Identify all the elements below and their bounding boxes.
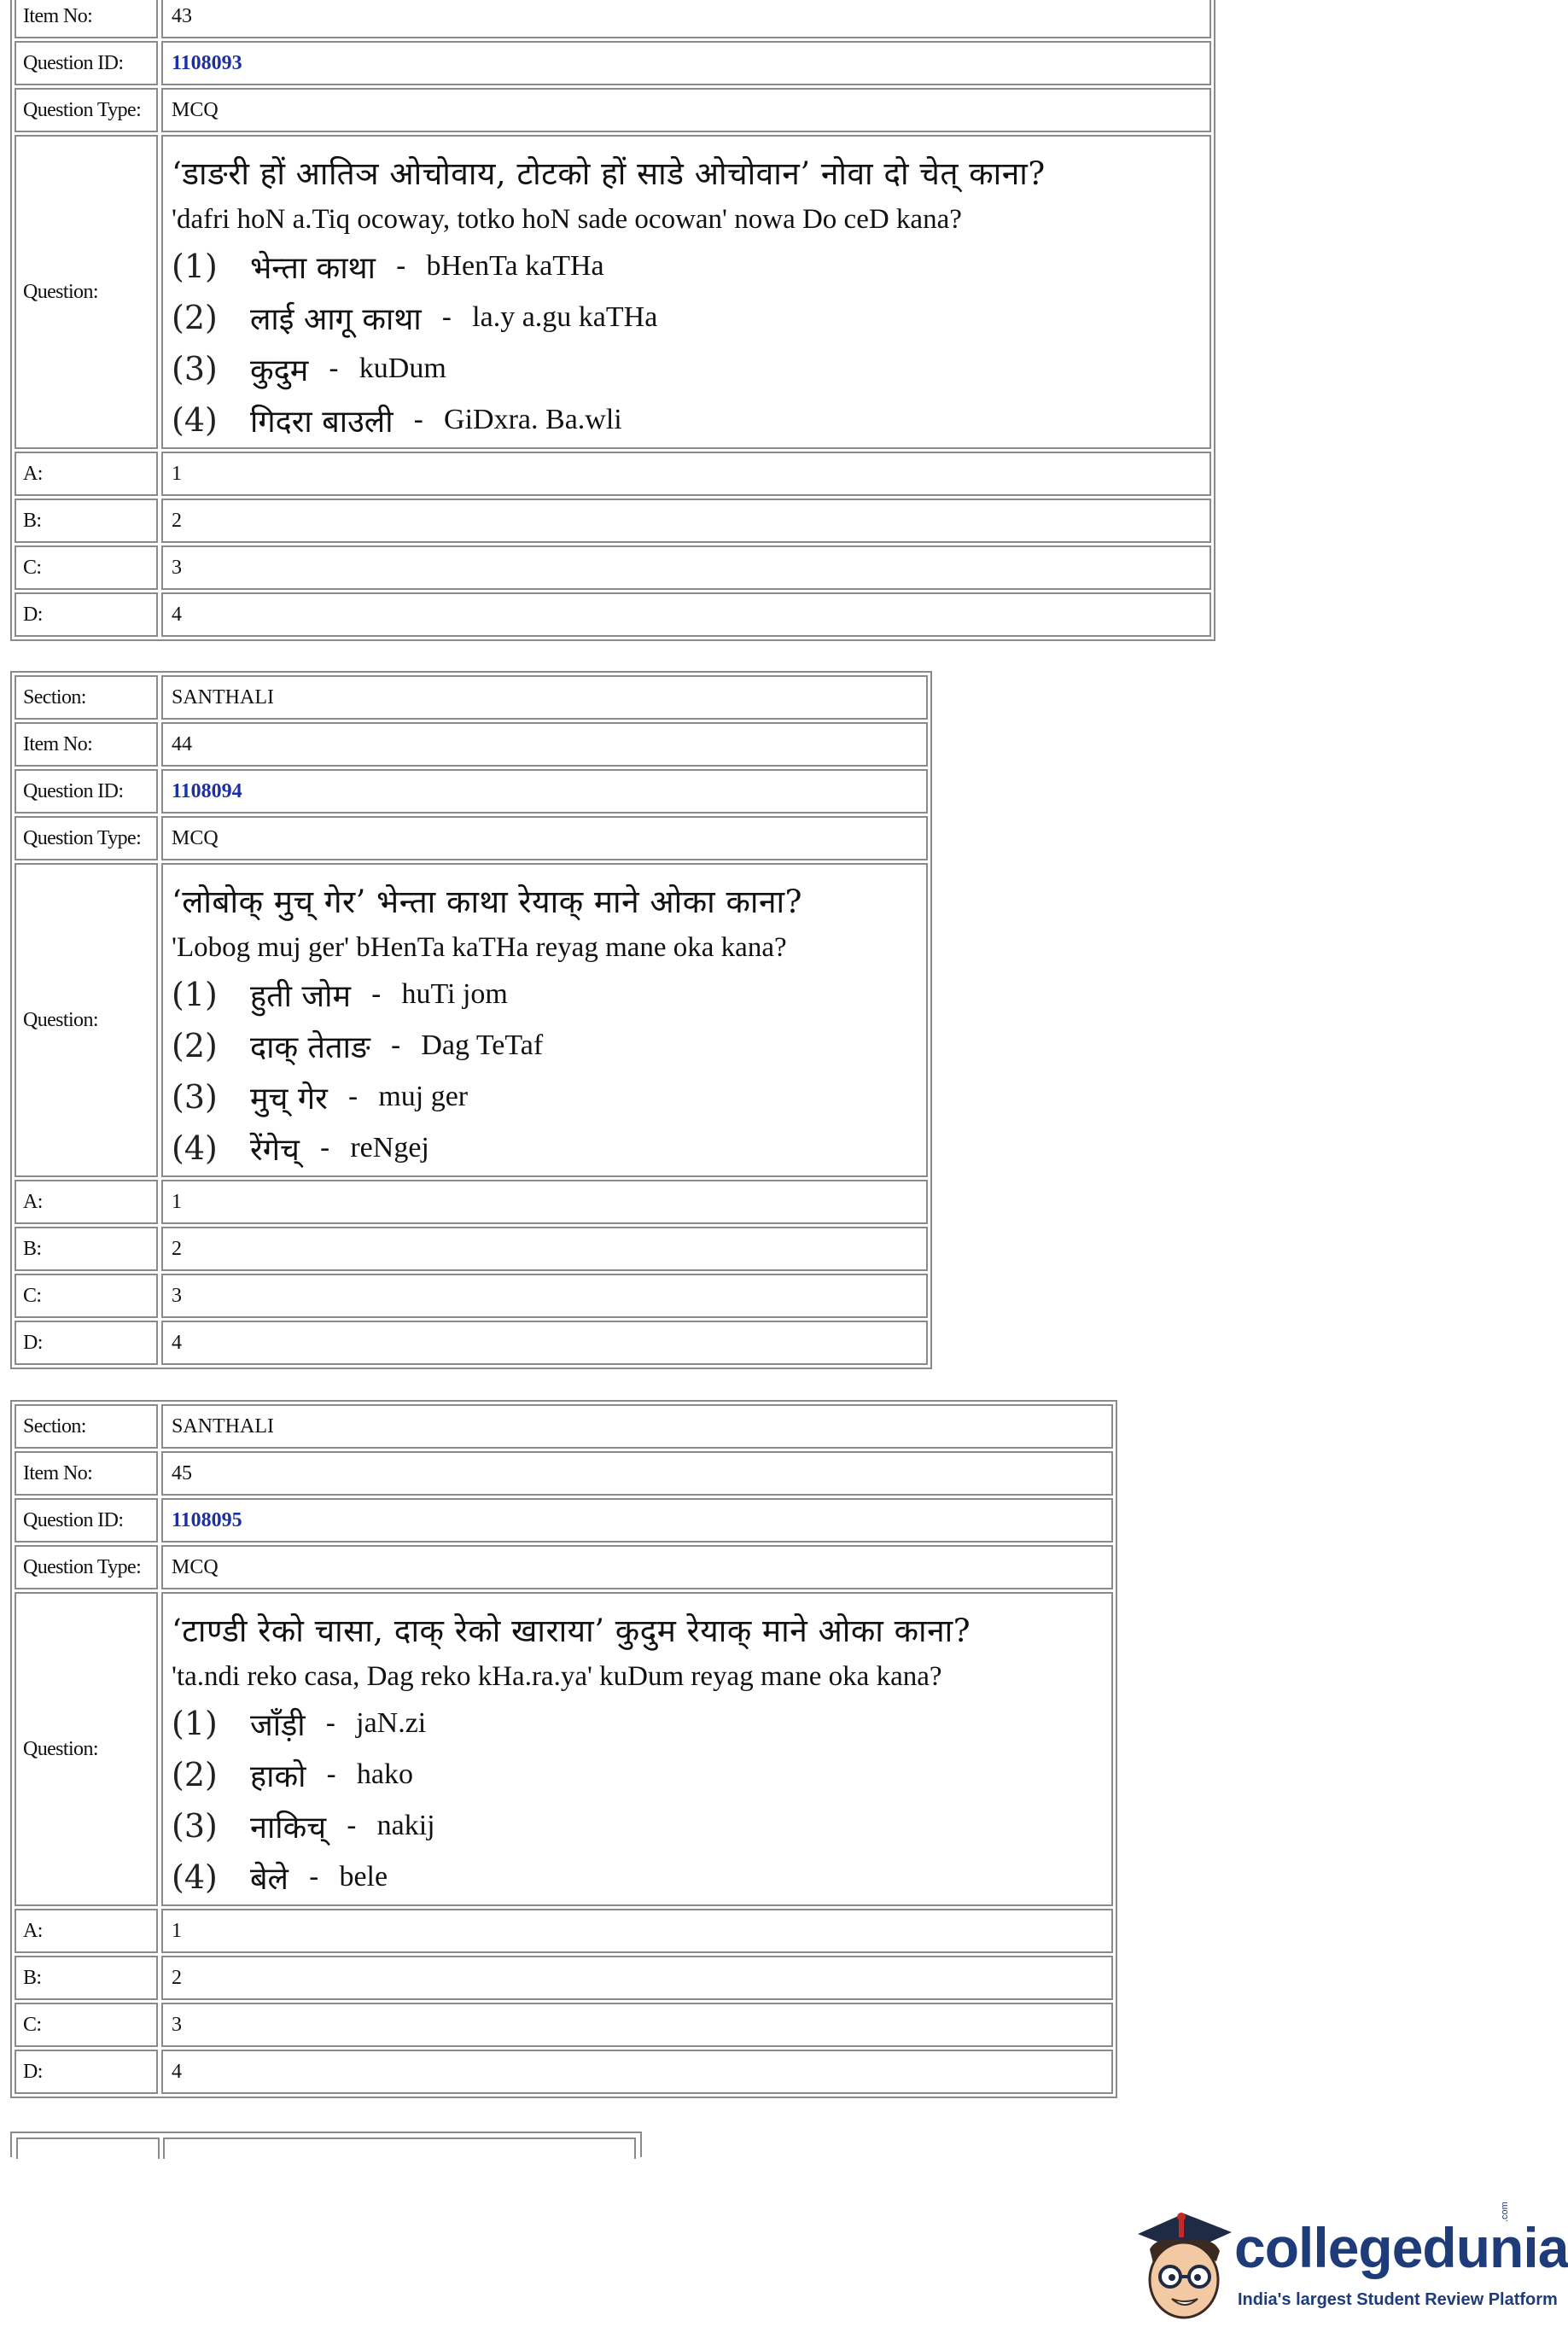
option-devanagari: मुच् गेर bbox=[250, 1081, 328, 1117]
option-number: (2) bbox=[172, 299, 218, 336]
option-latin: bHenTa kaTHa bbox=[426, 250, 604, 282]
answer-value: 4 bbox=[161, 2050, 1113, 2094]
option-number: (4) bbox=[172, 1858, 218, 1896]
item-no-value: 44 bbox=[161, 722, 928, 767]
option-3: (3) नाकिच् - nakij bbox=[172, 1800, 1111, 1852]
logo-suffix: .com bbox=[1500, 2202, 1510, 2222]
row-label: Question ID: bbox=[15, 41, 158, 85]
question-text-devanagari: ‘डाङरी हों आतिञ ओचोवाय, टोटको हों साडे ओचोवान’ नोवा दो चेत् काना? bbox=[172, 155, 1046, 192]
question-type-row bbox=[15, 816, 928, 860]
item-no-value: 43 bbox=[161, 0, 1211, 38]
option-number: (3) bbox=[172, 1078, 218, 1116]
option-devanagari: हुती जोम bbox=[250, 978, 351, 1014]
answer-b-row bbox=[15, 1956, 1113, 2000]
answer-label: A: bbox=[15, 452, 158, 496]
partial-next-table bbox=[10, 2132, 642, 2157]
row-label: Section: bbox=[15, 675, 158, 720]
question-row bbox=[15, 863, 928, 1177]
answer-value: 3 bbox=[161, 2003, 1113, 2047]
question-text-latin: 'dafri hoN a.Tiq ocoway, totko hoN sade ocowan' nowa Do ceD kana? bbox=[172, 204, 962, 235]
logo-wordmark: collegedunia bbox=[1234, 2216, 1568, 2279]
option-latin: bele bbox=[339, 1861, 388, 1893]
option-2: (2) लाई आगू काथा - la.y a.gu kaTHa bbox=[172, 292, 1210, 343]
question-cell bbox=[161, 1592, 1113, 1906]
option-number: (1) bbox=[172, 1705, 218, 1742]
answer-b-row bbox=[15, 499, 1211, 543]
option-3: (3) मुच् गेर - muj ger bbox=[172, 1071, 926, 1123]
answer-d-row bbox=[15, 1321, 928, 1365]
answer-c-row bbox=[15, 545, 1211, 590]
answer-label: A: bbox=[15, 1909, 158, 1953]
section-value: SANTHALI bbox=[161, 675, 928, 720]
row-label: Question ID: bbox=[15, 1498, 158, 1543]
option-latin: GiDxra. Ba.wli bbox=[444, 404, 622, 435]
question-text-latin: 'Lobog muj ger' bHenTa kaTHa reyag mane oka kana? bbox=[172, 932, 787, 963]
option-number: (4) bbox=[172, 401, 218, 439]
option-latin: Dag TeTaf bbox=[421, 1029, 544, 1061]
option-devanagari: जाँड़ी bbox=[250, 1707, 306, 1743]
answer-label: B: bbox=[15, 1227, 158, 1271]
answer-label: B: bbox=[15, 499, 158, 543]
option-4: (4) बेले - bele bbox=[172, 1852, 1111, 1903]
option-devanagari: बेले bbox=[250, 1861, 289, 1897]
question-table-43 bbox=[10, 0, 1215, 641]
question-id-value: 1108093 bbox=[161, 41, 1211, 85]
answer-value: 2 bbox=[161, 1956, 1113, 2000]
collegedunia-logo bbox=[1131, 2198, 1568, 2327]
question-row bbox=[15, 135, 1211, 449]
answer-c-row bbox=[15, 1274, 928, 1318]
option-number: (1) bbox=[172, 248, 218, 285]
question-id-row bbox=[15, 41, 1211, 85]
option-2: (2) हाको - hako bbox=[172, 1749, 1111, 1800]
option-4: (4) गिदरा बाउली - GiDxra. Ba.wli bbox=[172, 394, 1210, 446]
option-devanagari: हाको bbox=[250, 1758, 306, 1794]
option-number: (2) bbox=[172, 1027, 218, 1064]
row-label: Item No: bbox=[15, 1451, 158, 1496]
option-2: (2) दाक् तेताङ - Dag TeTaf bbox=[172, 1020, 926, 1071]
logo-tagline: India's largest Student Review Platform bbox=[1238, 2290, 1558, 2309]
option-1: (1) भेन्ता काथा - bHenTa kaTHa bbox=[172, 241, 1210, 292]
answer-label: B: bbox=[15, 1956, 158, 2000]
question-text-devanagari: ‘टाण्डी रेको चासा, दाक् रेको खाराया’ कुदुम रेयाक् माने ओका काना? bbox=[172, 1613, 971, 1649]
option-devanagari: रेंगेच् bbox=[250, 1132, 300, 1168]
question-text-latin: 'ta.ndi reko casa, Dag reko kHa.ra.ya' kuDum reyag mane oka kana? bbox=[172, 1661, 942, 1692]
question-type-value: MCQ bbox=[161, 1545, 1113, 1589]
section-value: SANTHALI bbox=[161, 1404, 1113, 1449]
option-latin: la.y a.gu kaTHa bbox=[472, 301, 658, 333]
option-4: (4) रेंगेच् - reNgej bbox=[172, 1123, 926, 1174]
question-table-44 bbox=[10, 671, 932, 1369]
question-row bbox=[15, 1592, 1113, 1906]
option-1: (1) जाँड़ी - jaN.zi bbox=[172, 1698, 1111, 1749]
mascot-icon bbox=[1131, 2198, 1238, 2327]
option-number: (4) bbox=[172, 1129, 218, 1167]
answer-label: D: bbox=[15, 1321, 158, 1365]
option-latin: hako bbox=[356, 1758, 414, 1790]
answer-label: C: bbox=[15, 545, 158, 590]
option-devanagari: दाक् तेताङ bbox=[250, 1029, 370, 1065]
question-id-row bbox=[15, 769, 928, 814]
partial-label-cell bbox=[16, 2137, 160, 2159]
answer-d-row bbox=[15, 2050, 1113, 2094]
option-devanagari: कुदुम bbox=[250, 353, 309, 388]
question-label: Question: bbox=[15, 1592, 158, 1906]
question-cell bbox=[161, 135, 1211, 449]
option-number: (1) bbox=[172, 976, 218, 1013]
option-latin: reNgej bbox=[350, 1132, 429, 1164]
question-text-devanagari: ‘लोबोक् मुच् गेर’ भेन्ता काथा रेयाक् माने ओका काना? bbox=[172, 884, 802, 920]
option-devanagari: लाई आगू काथा bbox=[250, 301, 422, 337]
row-label: Question Type: bbox=[15, 1545, 158, 1589]
answer-label: D: bbox=[15, 592, 158, 637]
option-devanagari: गिदरा बाउली bbox=[250, 404, 393, 440]
question-label: Question: bbox=[15, 135, 158, 449]
answer-d-row bbox=[15, 592, 1211, 637]
question-type-row bbox=[15, 1545, 1113, 1589]
answer-label: C: bbox=[15, 1274, 158, 1318]
option-latin: nakij bbox=[376, 1810, 435, 1841]
answer-value: 2 bbox=[161, 1227, 928, 1271]
answer-value: 2 bbox=[161, 499, 1211, 543]
item-no-value: 45 bbox=[161, 1451, 1113, 1496]
question-cell bbox=[161, 863, 928, 1177]
answer-value: 3 bbox=[161, 1274, 928, 1318]
answer-label: C: bbox=[15, 2003, 158, 2047]
answer-b-row bbox=[15, 1227, 928, 1271]
option-number: (3) bbox=[172, 350, 218, 388]
answer-value: 3 bbox=[161, 545, 1211, 590]
answer-a-row bbox=[15, 452, 1211, 496]
question-type-row bbox=[15, 88, 1211, 132]
answer-value: 1 bbox=[161, 1180, 928, 1224]
row-label: Item No: bbox=[15, 722, 158, 767]
answer-label: D: bbox=[15, 2050, 158, 2094]
partial-value-cell bbox=[163, 2137, 636, 2159]
row-label: Section: bbox=[15, 1404, 158, 1449]
question-id-value: 1108095 bbox=[161, 1498, 1113, 1543]
answer-a-row bbox=[15, 1909, 1113, 1953]
option-latin: huTi jom bbox=[401, 978, 508, 1010]
option-number: (3) bbox=[172, 1807, 218, 1845]
answer-c-row bbox=[15, 2003, 1113, 2047]
question-type-value: MCQ bbox=[161, 88, 1211, 132]
answer-a-row bbox=[15, 1180, 928, 1224]
question-label: Question: bbox=[15, 863, 158, 1177]
question-id-row bbox=[15, 1498, 1113, 1543]
row-label: Question ID: bbox=[15, 769, 158, 814]
answer-value: 1 bbox=[161, 452, 1211, 496]
row-label: Item No: bbox=[15, 0, 158, 38]
row-label: Question Type: bbox=[15, 816, 158, 860]
option-1: (1) हुती जोम - huTi jom bbox=[172, 969, 926, 1020]
question-id-value: 1108094 bbox=[161, 769, 928, 814]
answer-value: 4 bbox=[161, 592, 1211, 637]
option-devanagari: नाकिच् bbox=[250, 1810, 327, 1846]
option-number: (2) bbox=[172, 1756, 218, 1793]
answer-label: A: bbox=[15, 1180, 158, 1224]
option-latin: kuDum bbox=[358, 353, 446, 384]
option-devanagari: भेन्ता काथा bbox=[250, 250, 376, 286]
item-no-row bbox=[15, 722, 928, 767]
option-latin: jaN.zi bbox=[356, 1707, 427, 1739]
question-table-45 bbox=[10, 1400, 1117, 2098]
option-3: (3) कुदुम - kuDum bbox=[172, 343, 1210, 394]
question-type-value: MCQ bbox=[161, 816, 928, 860]
row-label: Question Type: bbox=[15, 88, 158, 132]
answer-value: 4 bbox=[161, 1321, 928, 1365]
section-row bbox=[15, 675, 928, 720]
item-no-row bbox=[15, 0, 1211, 38]
answer-value: 1 bbox=[161, 1909, 1113, 1953]
item-no-row bbox=[15, 1451, 1113, 1496]
option-latin: muj ger bbox=[378, 1081, 469, 1112]
section-row bbox=[15, 1404, 1113, 1449]
